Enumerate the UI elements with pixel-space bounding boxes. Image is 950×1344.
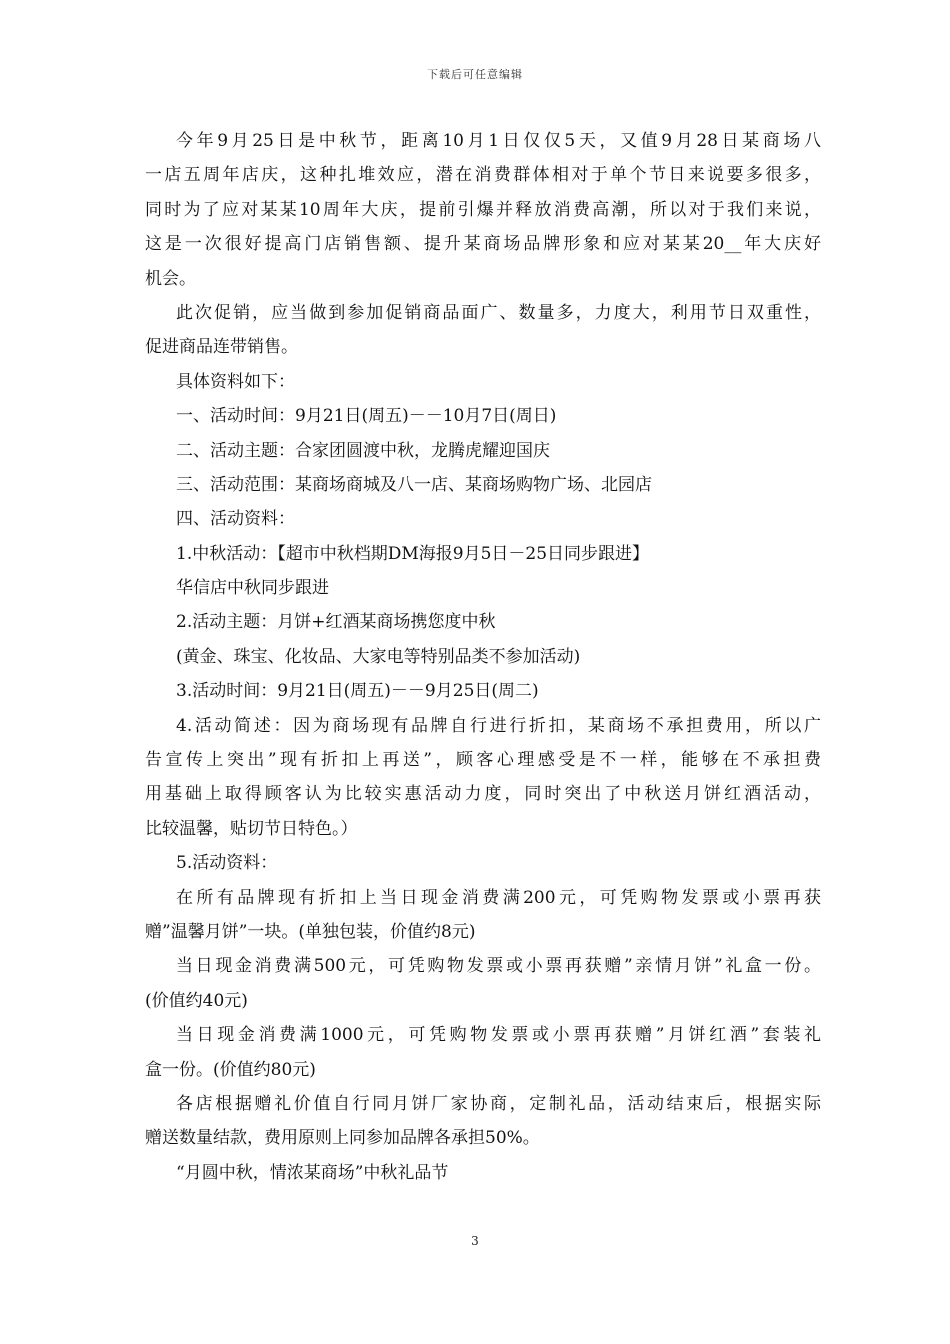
text-line: 这是一次很好提高门店销售额、提升某商场品牌形象和应对某某20__年大庆好 — [145, 234, 821, 255]
text-line: 1.中秋活动：【超市中秋档期DM海报9月5日－25日同步跟进】 — [176, 543, 650, 564]
text-line: 当日现金消费满500元，可凭购物发票或小票再获赠”亲情月饼”礼盒一份。 — [176, 956, 821, 977]
text-line: 此次促销，应当做到参加促销商品面广、数量多，力度大，利用节日双重性， — [176, 302, 821, 323]
text-line: 四、活动资料： — [176, 509, 295, 530]
text-line: 告宣传上突出”现有折扣上再送”，顾客心理感受是不一样，能够在不承担费 — [145, 750, 821, 771]
page-number: 3 — [471, 1234, 479, 1248]
text-line: 具体资料如下： — [176, 371, 295, 392]
text-line: 用基础上取得顾客认为比较实惠活动力度，同时突出了中秋送月饼红酒活动， — [145, 784, 821, 805]
text-line: 促进商品连带销售。 — [145, 337, 298, 358]
text-line: 华信店中秋同步跟进 — [176, 578, 329, 599]
document-body — [145, 124, 821, 1190]
text-line: 赠送数量结款，费用原则上同参加品牌各承担50%。 — [145, 1128, 540, 1149]
page-header: 下载后可任意编辑 — [427, 68, 523, 81]
text-line: (价值约40元) — [145, 990, 248, 1011]
text-line: “月圆中秋，情浓某商场”中秋礼品节 — [176, 1162, 449, 1183]
text-line: 机会。 — [145, 268, 196, 289]
text-line: 同时为了应对某某10周年大庆，提前引爆并释放消费高潮，所以对于我们来说， — [145, 199, 821, 220]
text-line: 三、活动范围：某商场商城及八一店、某商场购物广场、北园店 — [176, 474, 652, 495]
text-line: (黄金、珠宝、化妆品、大家电等特别品类不参加活动) — [176, 646, 581, 667]
text-line: 一店五周年店庆，这种扎堆效应，潜在消费群体相对于单个节日来说要多很多， — [145, 165, 821, 186]
text-line: 盒一份。(价值约80元) — [145, 1059, 316, 1080]
text-line: 4.活动简述：因为商场现有品牌自行进行折扣，某商场不承担费用，所以广 — [176, 715, 821, 736]
text-line: 各店根据赠礼价值自行同月饼厂家协商，定制礼品，活动结束后，根据实际 — [176, 1093, 821, 1114]
text-line: 二、活动主题：合家团圆渡中秋，龙腾虎耀迎国庆 — [176, 440, 550, 461]
text-line: 当日现金消费满1000元，可凭购物发票或小票再获赠”月饼红酒”套装礼 — [176, 1025, 821, 1046]
text-line: 5.活动资料： — [176, 853, 278, 874]
text-line: 赠”温馨月饼”一块。(单独包装，价值约8元) — [145, 921, 476, 942]
text-line: 3.活动时间：9月21日(周五)－－9月25日(周二) — [176, 681, 539, 702]
text-line: 2.活动主题：月饼+红酒某商场携您度中秋 — [176, 612, 496, 633]
text-line: 今年9月25日是中秋节，距离10月1日仅仅5天，又值9月28日某商场八 — [176, 131, 821, 151]
text-line: 一、活动时间：9月21日(周五)－－10月7日(周日) — [176, 406, 557, 427]
text-line: 比较温馨，贴切节日特色。） — [145, 818, 358, 839]
text-line: 在所有品牌现有折扣上当日现金消费满200元，可凭购物发票或小票再获 — [176, 887, 821, 908]
